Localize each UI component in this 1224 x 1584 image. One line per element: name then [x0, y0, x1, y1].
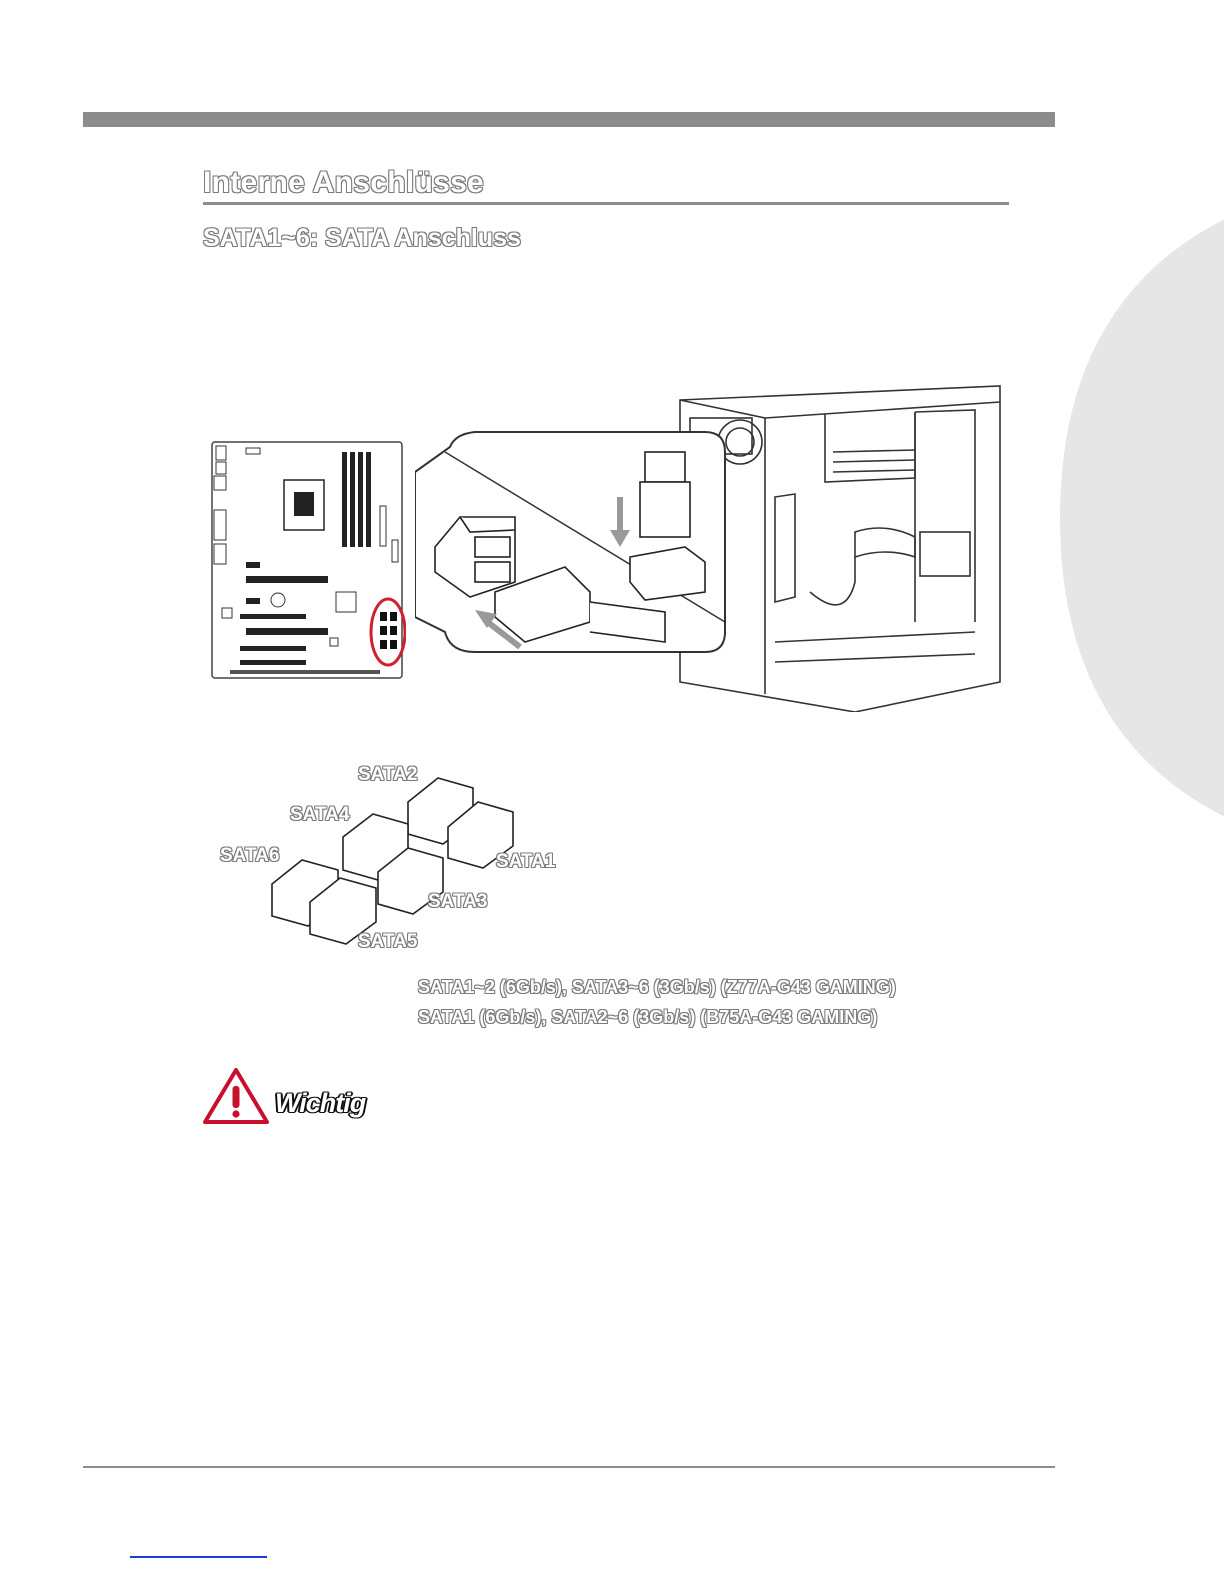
sata3-label: SATA3 [428, 891, 488, 912]
spec-line-b75a: SATA1 (6Gb/s), SATA2~6 (3Gb/s) (B75A-G43 GAMING) [418, 1007, 878, 1027]
sata2-label: SATA2 [358, 764, 418, 785]
section-rule [203, 202, 1009, 205]
footer-link-underline[interactable] [130, 1556, 267, 1558]
spec-line-z77a: SATA1~2 (6Gb/s), SATA3~6 (3Gb/s) (Z77A-G43 GAMING) [418, 977, 896, 997]
motherboard-illustration [210, 440, 406, 680]
sata4-label: SATA4 [290, 804, 350, 825]
section-title: Interne Anschlüsse [203, 166, 485, 199]
sata-installation-illustration [415, 382, 1005, 712]
sata1-label: SATA1 [496, 851, 556, 872]
subsection-title: SATA1~6: SATA Anschluss [203, 224, 521, 252]
sata6-label: SATA6 [220, 845, 280, 866]
sata5-label: SATA5 [358, 931, 418, 952]
footer-rule [83, 1466, 1055, 1468]
header-bar [83, 112, 1055, 127]
warning-icon [201, 1066, 271, 1126]
chapter-side-tab [1060, 212, 1224, 824]
notice-title: Wichtig [275, 1088, 366, 1118]
